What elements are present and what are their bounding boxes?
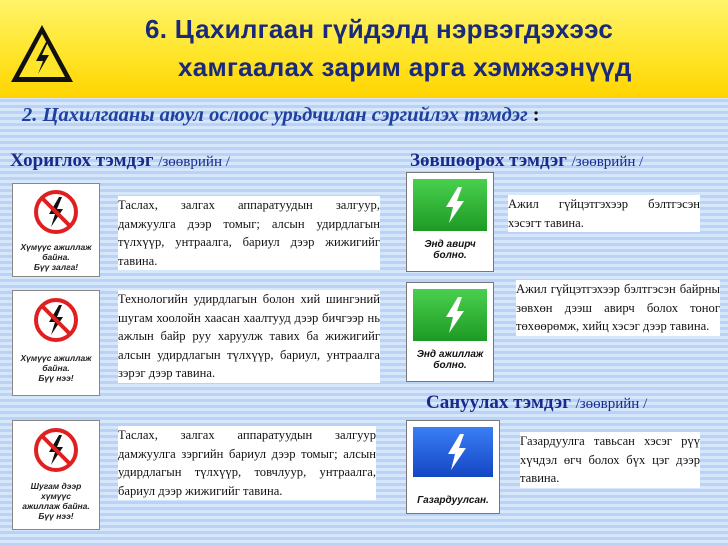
page-title-line1: 6. Цахилгаан гүйдэлд нэрвэгдэхээс xyxy=(145,14,614,44)
permit-heading xyxy=(410,150,643,172)
prohibit-sign-3-label: Шугам дээр хүмүүс ажиллаж байна. Бүү нээ! xyxy=(22,481,90,521)
no-lightning-icon xyxy=(33,427,79,473)
prohibit-source: /зөөврийн / xyxy=(158,154,230,170)
prohibit-text-2: Технологийн удирдлагын болон хий шингэний шугам хоолойн хаасан хаалтууд дээр бичгээр нь ажлын байр руу харуулж тавих ба жижигийг алсын удирдлагын түлхүүр, бариул, унтраалга зэрэг дээр тавина. xyxy=(118,290,380,383)
permit-text-2: Ажил гүйцэтгэхээр бэлтгэсэн байрны зөвхөн дээш авирч болох тоног төхөөрөмж, хийц хэсэг дээр тавина. xyxy=(516,280,720,336)
reminder-sign xyxy=(406,420,500,514)
permit-heading-text: Зөвшөөрөх тэмдэг xyxy=(410,150,567,171)
high-voltage-warning-icon xyxy=(8,22,76,86)
permit-sign-2 xyxy=(406,282,494,382)
lightning-icon xyxy=(438,295,472,335)
reminder-source: /зөөврийн / xyxy=(575,396,648,412)
permit-sign-1-label: Энд авирч болно. xyxy=(424,239,476,261)
section-subtitle xyxy=(22,104,722,127)
permit-sign-2-label: Энд ажиллаж болно. xyxy=(416,349,484,371)
permit-sign-1 xyxy=(406,172,494,272)
page-title-line2: хамгаалах зарим арга хэмжээнүүд xyxy=(178,52,632,82)
reminder-text: Газардуулга тавьсан хэсэг рүү хүчдэл өгч болох бүх цэг дээр тавина. xyxy=(520,432,700,488)
prohibit-sign-2-label: Хүмүүс ажиллаж байна. Бүү нээ! xyxy=(20,353,92,383)
prohibit-sign-1 xyxy=(12,183,100,277)
lightning-icon xyxy=(440,432,474,472)
lightning-icon xyxy=(438,185,472,225)
prohibit-text-3: Таслах, залгах аппаратуудын залгуур дамжуулга зэргийн бариул дээр томыг; алсын удирдлагын түлхүүр, товчлуур, унтраалга, бариул дээр жижигийг тавина. xyxy=(118,426,376,500)
prohibit-sign-3 xyxy=(12,420,100,530)
permit-text-1: Ажил гүйцэтгэхээр бэлтгэсэн хэсэгт тавина. xyxy=(508,195,700,232)
reminder-sign-label: Газардуулсан. xyxy=(417,495,489,506)
permit-source: /зөөврийн / xyxy=(571,154,644,170)
prohibit-sign-1-label: Хүмүүс ажиллаж байна. Бүү залга! xyxy=(20,242,92,272)
no-lightning-icon xyxy=(33,297,79,343)
reminder-heading-text: Сануулах тэмдэг xyxy=(426,392,571,413)
prohibit-heading-text: Хориглох тэмдэг xyxy=(10,150,154,171)
no-lightning-icon xyxy=(33,189,79,235)
title-banner xyxy=(0,0,728,98)
blue-sign-panel xyxy=(413,427,493,477)
reminder-heading xyxy=(426,392,647,414)
subtitle-text: 2. Цахилгааны аюул ослоос урьдчилан сэргийлэх тэмдэг xyxy=(22,104,528,126)
prohibit-text-1: Таслах, залгах аппаратуудын залгуур, дамжуулга дээр томыг; алсын удирдлагын түлхүүр, унтраалга, бариул дээр жижигийг тавина. xyxy=(118,196,380,270)
prohibit-sign-2 xyxy=(12,290,100,396)
prohibit-heading xyxy=(10,150,230,172)
green-sign-panel xyxy=(413,289,487,341)
subtitle-colon: : xyxy=(532,104,540,126)
green-sign-panel xyxy=(413,179,487,231)
